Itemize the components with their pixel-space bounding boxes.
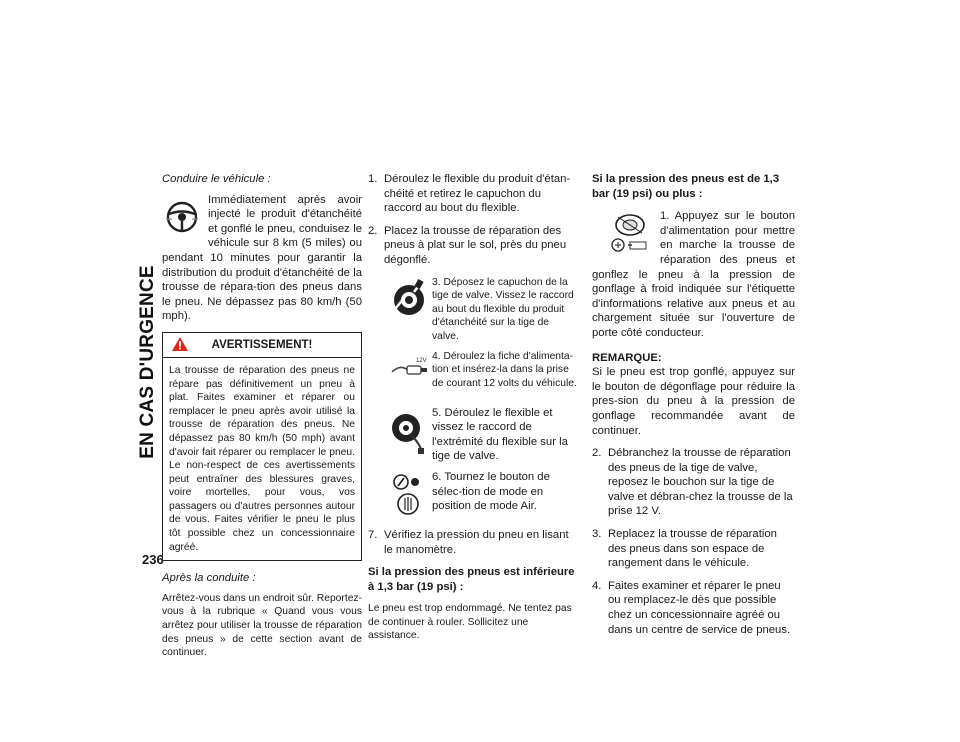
warning-header xyxy=(163,333,361,358)
page-number: 236 xyxy=(142,552,164,567)
heading-after: Après la conduite : xyxy=(162,572,256,585)
steering-wheel-icon xyxy=(164,199,200,235)
drive-paragraph: Immédiatement après avoir injecté le produit d'étanchéité et gonflé le pneu, conduisez le véhicule sur 8 km (5 miles) ou pendant 10 minutes pour garantir la distribution du produit d'étanchéité de la trousse de répara-tion des pneus dans le pneu. Ne dépassez pas 80 km/h (50 mph). xyxy=(162,193,362,323)
high-step-1: 1. Appuyez sur le bouton d'alimentation pour mettre en marche la trousse de réparation des pneus et gonflez le pneu à la pression de gonflage à froid indiquée sur l'étiquette d'informations relative aux pneus et au chargement située sur l'ouverture de porte côté conducteur. xyxy=(592,210,795,339)
power-plug-icon xyxy=(390,352,430,382)
step-1: 1. Déroulez le flexible du produit d'étan-chéité et retirez le capuchon du raccord au bout du flexible. xyxy=(368,173,571,215)
remark-title: REMARQUE: xyxy=(592,351,662,364)
warning-title: AVERTISSEMENT! xyxy=(211,338,313,351)
remark-text: Si le pneu est trop gonflé, appuyez sur le bouton de dégonflage pour réduire la pres-sion du pneu à la pression de gonflage recommandée avant de continuer. xyxy=(592,366,795,437)
section-title: EN CAS D'URGENCE xyxy=(137,265,158,459)
step-2: 2. Placez la trousse de réparation des pneus à plat sur le sol, près du pneu dégonflé. xyxy=(368,224,567,266)
column-2 xyxy=(368,172,578,643)
heading-high-pressure: Si la pression des pneus est de 1,3 bar (19 psi) ou plus : xyxy=(592,173,780,200)
warning-text: La trousse de réparation des pneus ne répare pas définitivement un pneu à plat. Faites examiner et réparer ou remplacer le pneu après avoir utilisé la trousse de réparation des pneus. Ne dépassez pas 80 km/h (50 mph) avant d'avoir fait réparer ou remplacer le pneu. Le non-respect de ces avertissements peut entraîner des blessures graves, voire mortelles, pour vous, vos passagers ou d'autres personnes autour de vous. Faites vérifier le pneu le plus tôt possible chez un concessionnaire agréé. xyxy=(169,364,355,553)
high-step-3: 3. Replacez la trousse de réparation des pneus dans son espace de rangement dans le véhicule. xyxy=(592,528,777,570)
step-4: 12V 4. Déroulez la fiche d'alimenta-tion et insérez-la dans la prise de courant 12 volts du véhicule. xyxy=(368,350,578,400)
high-step-4: 4. Faites examiner et réparer le pneu ou remplacez-le dès que possible chez un concessionnaire agréé ou dans un centre de service de pneus. xyxy=(592,579,791,636)
hose-tire-icon xyxy=(390,408,430,456)
step-3: 3. Déposez le capuchon de la tige de valve. Vissez le raccord au bout du flexible du produit d'étanchéité sur la tige de valve. xyxy=(368,276,578,344)
valve-cap-icon xyxy=(390,278,428,318)
low-pressure-paragraph: Le pneu est trop endommagé. Ne tentez pas de continuer à rouler. Sollicitez une assistance. xyxy=(368,603,572,642)
column-1 xyxy=(162,172,362,660)
heading-low-pressure: Si la pression des pneus est inférieure à 1,3 bar (19 psi) : xyxy=(368,566,575,593)
warning-box xyxy=(162,332,362,561)
high-step-2: 2. Débranchez la trousse de réparation des pneus de la tige de valve, reposez le bouchon sur la tige de valve et débran-chez la trousse de la prise 12 V. xyxy=(592,447,793,518)
heading-drive: Conduire le véhicule : xyxy=(162,173,271,185)
step-7: 7. Vérifiez la pression du pneu en lisant le manomètre. xyxy=(368,528,569,556)
mode-selector-icon xyxy=(390,472,426,516)
section-side-tab xyxy=(137,172,159,552)
step-6: 6. Tournez le bouton de sélec-tion de mode en position de mode Air. xyxy=(368,470,578,520)
after-paragraph: Arrêtez-vous dans un endroit sûr. Reportez-vous à la rubrique « Quand vous vous arrêtez pour utiliser la trousse de réparation des pneus » de cette section avant de continuer. xyxy=(162,592,362,659)
column-3 xyxy=(592,172,795,637)
warning-triangle-icon xyxy=(171,336,189,352)
plug-12v-label: 12V xyxy=(416,357,427,364)
step-5: 5. Déroulez le flexible et vissez le raccord de l'extrémité du flexible sur la tige de valve. xyxy=(368,406,578,464)
power-button-icon xyxy=(608,211,650,255)
